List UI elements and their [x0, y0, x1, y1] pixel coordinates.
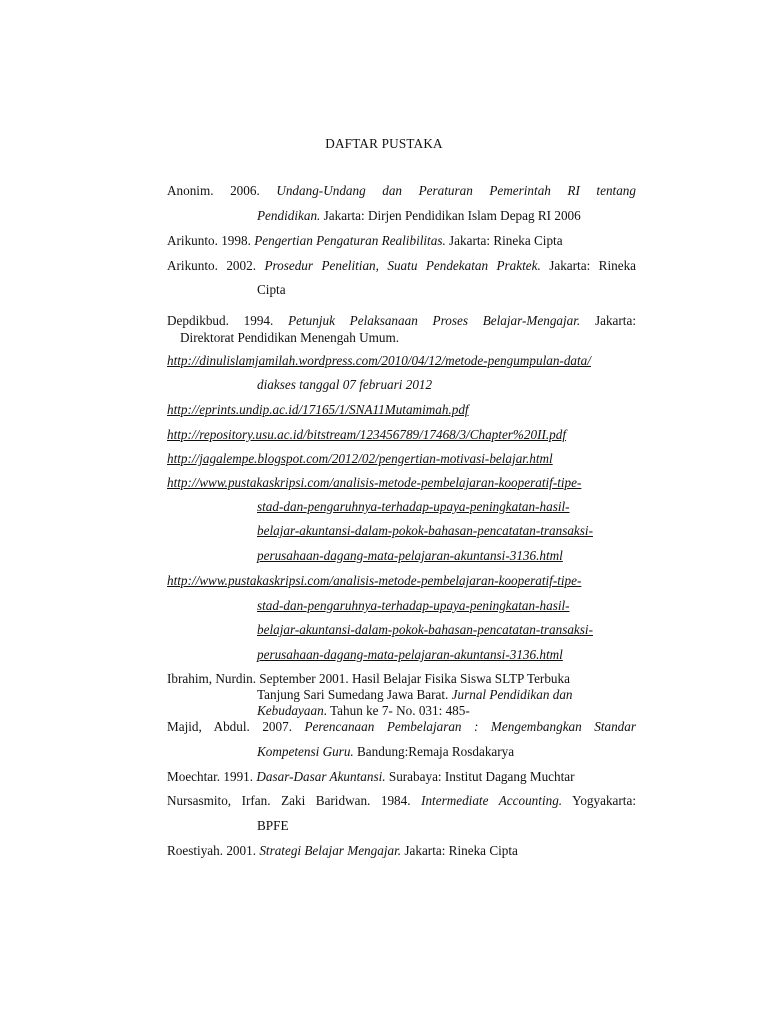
- reference-link-cont: [257, 523, 636, 539]
- reference-arikunto-1998: Arikunto. 1998. Pengertian Pengaturan Realibilitas. Jakarta: Rineka Cipta: [167, 233, 563, 248]
- reference-link-cont: [257, 548, 636, 564]
- reference-link: [167, 353, 636, 369]
- reference-link: [167, 451, 636, 467]
- link-eprints-undip[interactable]: http://eprints.undip.ac.id/17165/1/SNA11Mutamimah.pdf: [167, 402, 469, 417]
- link-dinulislamjamilah[interactable]: http://dinulislamjamilah.wordpress.com/2010/04/12/metode-pengumpulan-data/: [167, 353, 591, 368]
- link-jagalempe[interactable]: http://jagalempe.blogspot.com/2012/02/pengertian-motivasi-belajar.html: [167, 451, 553, 466]
- reference-depdikbud: Depdikbud. 1994. Petunjuk Pelaksanaan Proses Belajar-Mengajar. Jakarta:: [167, 313, 636, 328]
- link-pustakaskripsi-1[interactable]: belajar-akuntansi-dalam-pokok-bahasan-pencatatan-transaksi-: [257, 523, 593, 538]
- reference-nursasmito-cont: BPFE: [257, 818, 289, 833]
- reference-depdikbud-cont: Direktorat Pendidikan Menengah Umum.: [180, 330, 400, 345]
- reference-link: [167, 573, 636, 589]
- link-pustakaskripsi-2[interactable]: http://www.pustakaskripsi.com/analisis-metode-pembelajaran-kooperatif-tipe-: [167, 573, 582, 588]
- reference-nursasmito: Nursasmito, Irfan. Zaki Baridwan. 1984. Intermediate Accounting. Yogyakarta:: [167, 793, 636, 808]
- reference-arikunto-2002-cont: Cipta: [257, 282, 286, 297]
- reference-majid: Majid, Abdul. 2007. Perencanaan Pembelajaran : Mengembangkan Standar: [167, 719, 636, 734]
- reference-link-cont: [257, 598, 636, 614]
- reference-arikunto-2002: Arikunto. 2002. Prosedur Penelitian, Suatu Pendekatan Praktek. Jakarta: Rineka: [167, 258, 637, 273]
- link-pustakaskripsi-2[interactable]: belajar-akuntansi-dalam-pokok-bahasan-pencatatan-transaksi-: [257, 622, 593, 637]
- reference-link: [167, 402, 636, 418]
- reference-moechtar: Moechtar. 1991. Dasar-Dasar Akuntansi. Surabaya: Institut Dagang Muchtar: [167, 769, 575, 784]
- reference-ibrahim: Ibrahim, Nurdin. September 2001. Hasil Belajar Fisika Siswa SLTP Terbuka: [167, 671, 570, 686]
- reference-link: [167, 427, 636, 443]
- link-pustakaskripsi-1[interactable]: http://www.pustakaskripsi.com/analisis-metode-pembelajaran-kooperatif-tipe-: [167, 475, 582, 490]
- reference-roestiyah: Roestiyah. 2001. Strategi Belajar Mengajar. Jakarta: Rineka Cipta: [167, 843, 518, 858]
- link-pustakaskripsi-2[interactable]: stad-dan-pengaruhnya-terhadap-upaya-peningkatan-hasil-: [257, 598, 570, 613]
- link-pustakaskripsi-1[interactable]: stad-dan-pengaruhnya-terhadap-upaya-peningkatan-hasil-: [257, 499, 570, 514]
- link-pustakaskripsi-2[interactable]: perusahaan-dagang-mata-pelajaran-akuntansi-3136.html: [257, 647, 563, 662]
- link-repository-usu[interactable]: http://repository.usu.ac.id/bitstream/123456789/17468/3/Chapter%20II.pdf: [167, 427, 567, 442]
- page-title: DAFTAR PUSTAKA: [325, 136, 443, 151]
- reference-ibrahim-cont: Kebudayaan. Tahun ke 7- No. 031: 485-: [257, 703, 470, 718]
- reference-link-cont: [257, 499, 636, 515]
- reference-ibrahim-cont: Tanjung Sari Sumedang Jawa Barat. Jurnal Pendidikan dan: [257, 687, 573, 702]
- reference-majid-cont: Kompetensi Guru. Bandung:Remaja Rosdakarya: [257, 744, 515, 759]
- reference-anonim-cont: Pendidikan. Jakarta: Dirjen Pendidikan Islam Depag RI 2006: [257, 208, 581, 223]
- link-pustakaskripsi-1[interactable]: perusahaan-dagang-mata-pelajaran-akuntansi-3136.html: [257, 548, 563, 563]
- reference-access-note: diakses tanggal 07 februari 2012: [257, 377, 433, 392]
- reference-link: [167, 475, 636, 491]
- reference-link-cont: [257, 647, 636, 663]
- reference-anonim: Anonim. 2006. Undang-Undang dan Peraturan Pemerintah RI tentang: [167, 183, 636, 198]
- reference-link-cont: [257, 622, 636, 638]
